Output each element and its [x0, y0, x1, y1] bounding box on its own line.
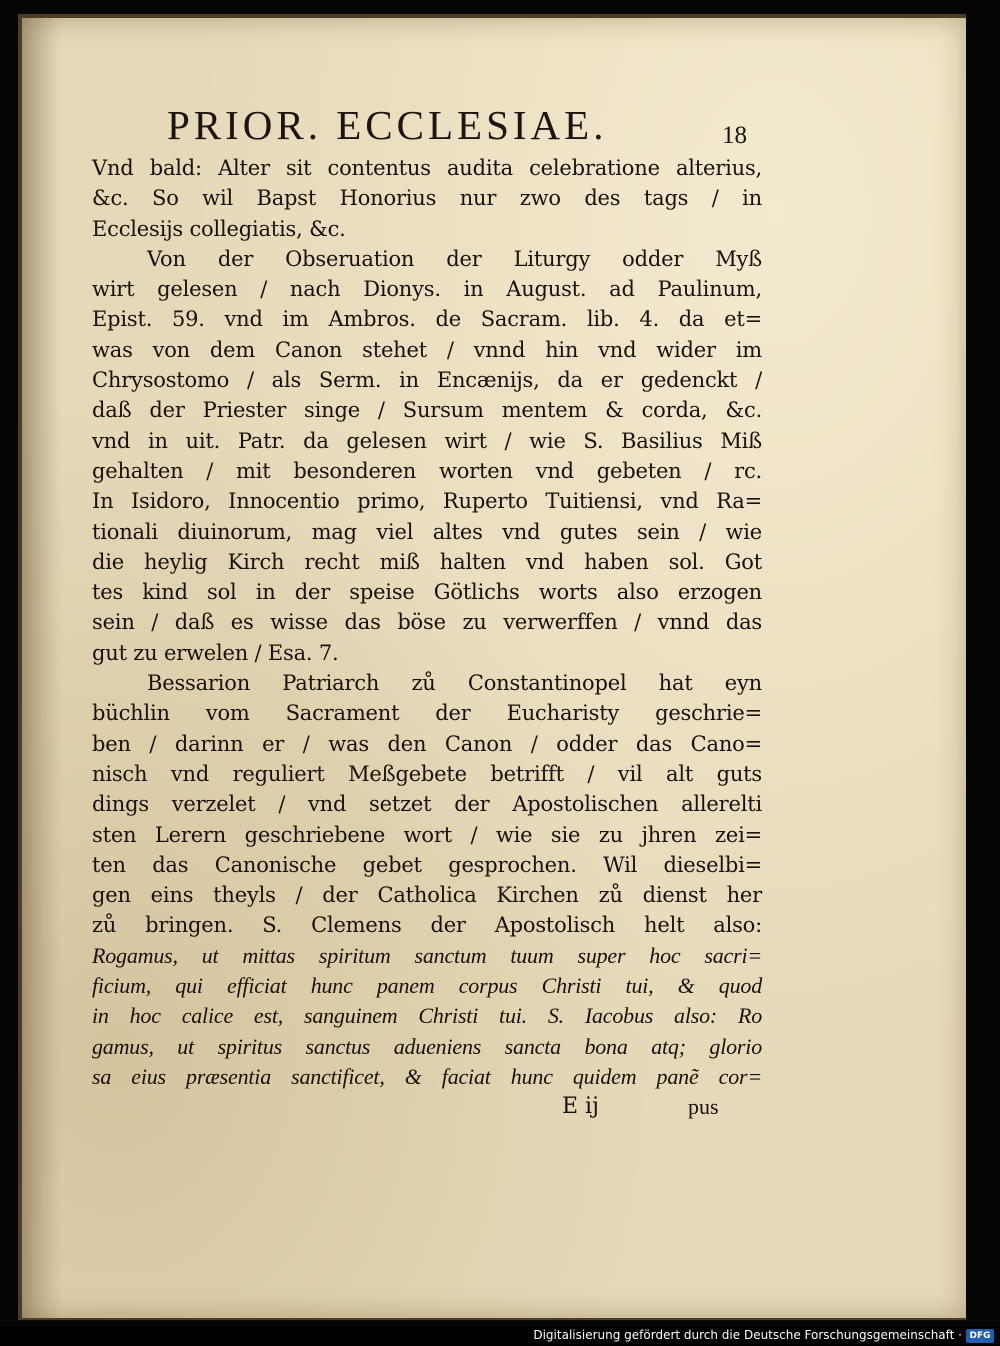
text-line: Rogamus, ut mittas spiritum sanctum tuum super hoc sacri= — [92, 942, 762, 968]
text-line: Bessarion Patriarch zů Constantinopel hat eyn — [147, 671, 762, 696]
text-line: ten das Canonische gebet gesprochen. Wil dieselbi= — [92, 852, 762, 877]
text-line: die heylig Kirch recht miß halten vnd haben sol. Got — [92, 549, 762, 574]
catchword: pus — [688, 1094, 719, 1119]
text-line: was von dem Canon stehet / vnnd hin vnd wider im — [92, 337, 762, 362]
text-line: sein / daß es wisse das böse zu verwerffen / vnnd das — [92, 610, 762, 635]
text-line: tes kind sol in der speise Götlichs worts also erzogen — [92, 580, 762, 605]
text-line: tionali diuinorum, mag viel altes vnd gutes sein / wie — [92, 519, 762, 544]
dfg-logo-text: DFG — [969, 1331, 991, 1341]
text-line: &c. So wil Bapst Honorius nur zwo des tags / in — [92, 186, 762, 211]
text-line: ben / darinn er / was den Canon / odder das Cano= — [92, 731, 762, 756]
page-foot — [92, 1094, 732, 1124]
text-line: sa eius præsentia sanctificet, & faciat hunc quidem panẽ cor= — [92, 1063, 762, 1089]
text-line: wirt gelesen / nach Dionys. in August. ad Paulinum, — [92, 277, 762, 302]
running-head: PRIOR. ECCLESIAE. — [167, 102, 608, 148]
text-line: daß der Priester singe / Sursum mentem & corda, &c. — [92, 398, 762, 423]
text-line: Chrysostomo / als Serm. in Encænijs, da er gedenckt / — [92, 368, 762, 393]
credit-bar — [0, 1326, 1000, 1346]
text-line: gamus, ut spiritus sanctus adueniens sancta bona atq; glorio — [92, 1033, 762, 1059]
funding-credit: Digitalisierung gefördert durch die Deutsche Forschungsgemeinschaft · — [533, 1328, 962, 1342]
text-line: dings verzelet / vnd setzet der Apostolischen allerelti — [92, 792, 762, 817]
text-line: zů bringen. S. Clemens der Apostolisch helt also: — [92, 913, 762, 938]
text-line: vnd in uit. Patr. da gelesen wirt / wie S. Basilius Miß — [92, 428, 762, 453]
book-page — [22, 18, 966, 1318]
folio-number: 18 — [722, 122, 747, 149]
text-line: Ecclesijs collegiatis, &c. — [92, 216, 346, 241]
signature-mark: E ij — [562, 1094, 599, 1119]
text-line: gen eins theyls / der Catholica Kirchen zů dienst her — [92, 883, 762, 908]
dfg-logo-icon — [966, 1329, 994, 1343]
text-line: Vnd bald: Alter sit contentus audita celebratione alterius, — [92, 156, 762, 180]
text-line: gehalten / mit besonderen worten vnd gebeten / rc. — [92, 458, 762, 483]
text-block — [92, 153, 762, 1092]
text-line: büchlin vom Sacrament der Eucharisty geschrie= — [92, 701, 762, 726]
text-line: in hoc calice est, sanguinem Christi tui. S. Iacobus also: Ro — [92, 1003, 762, 1029]
text-line: Von der Obseruation der Liturgy odder Myß — [147, 246, 762, 271]
text-line: sten Lerern geschriebene wort / wie sie zu jhren zei= — [92, 822, 762, 847]
text-line: gut zu erwelen / Esa. 7. — [92, 640, 339, 665]
text-line: nisch vnd reguliert Meßgebete betrifft / vil alt guts — [92, 761, 762, 786]
text-line: Epist. 59. vnd im Ambros. de Sacram. lib. 4. da et= — [92, 307, 762, 332]
text-line: ficium, qui efficiat hunc panem corpus Christi tui, & quod — [92, 973, 762, 999]
text-line: In Isidoro, Innocentio primo, Ruperto Tuitiensi, vnd Ra= — [92, 489, 762, 514]
